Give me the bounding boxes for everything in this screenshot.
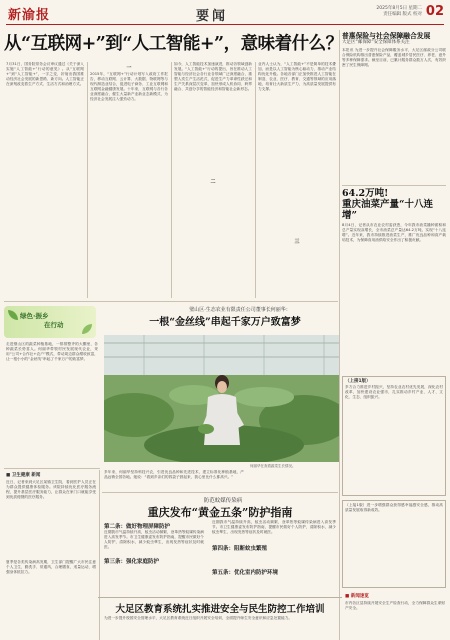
leaf-icon — [82, 324, 92, 334]
leaf-icon — [8, 310, 18, 320]
dateline — [376, 6, 422, 18]
right-box-1-label: （上接1版） — [345, 379, 371, 384]
right-box-2 — [342, 500, 446, 588]
photo-caption: 何丽华在查看蔬菜生长情况。 — [250, 464, 296, 468]
article-column-1: 7月31日，国务院常务会议审议通过《关于深入实施“人工智能+”行动的意见》。从“互联网+”到“人工智能+”，一字之变，折射出我国推动经济社会发展的新思路、新方向。人工智能正在深刻改变着生产方式、生活方式和治理方式。 — [6, 62, 84, 86]
guide-body-right: 近期我市气温持续升高，蚊虫活动频繁，登革热等蚊媒传染病进入高发季节。市卫生健康委发布防护指南，提醒市民做好个人防护，清除积水，减少蚊虫孳生，出现发热等症状及时就医。 — [212, 520, 336, 534]
banner-line-2: 在行动 — [44, 321, 64, 329]
article-column-3: 如今，人工智能技术加速演进，推动各领域创新发展。“人工智能+”行动的提出，旨在推动人工智能与经济社会各行业各领域广泛深度融合，重塑人类生产生活范式，促进生产力革命性跃迁和生产关系深层次变革，加快形成人机协同、跨界融合、共创分享的智能经济和智能社会新形态。 — [174, 62, 252, 91]
right-story-2-title-2[interactable]: 重庆油菜产量“十八连增” — [342, 199, 433, 221]
divider — [342, 185, 446, 186]
right-story-2-title-1[interactable]: 64.2万吨! — [342, 188, 389, 199]
news-briefs-body: 市内各区县持续开展安全生产检查行动，全力保障群众生命财产安全。 — [345, 601, 445, 610]
right-story-2-body: 8月4日，记者从市农业农村委获悉，今年我市油菜播种面积和总产量实现双增长，全市油菜总产量达64.2万吨，实现“十八连增”。近年来，我市持续推进油菜生产，推广优良品种和高产栽培技术，为保障食用油供给安全作出了积极贡献。 — [342, 223, 446, 242]
column-divider — [339, 30, 340, 640]
guide-step-2: 第二条：做好物理屏障防护 — [104, 524, 171, 530]
page-number: 02 — [425, 4, 444, 19]
greenhouse-photo-illustration — [104, 335, 339, 462]
right-story-2 — [342, 188, 446, 391]
date-line-1: 2025年8月5日 星期二 — [376, 6, 422, 11]
feature-left-column: 走进璧山区的蔬菜种植基地，一排排整齐的大棚里，各种蔬菜长势喜人。何丽华带领村民发展现代农业，采用“公司+合作社+农户”模式，带动周边群众增收致富，让一根小小的“金丝线”串起了千家万户的致富梦。 — [6, 342, 98, 361]
column-divider — [87, 62, 88, 298]
masthead — [6, 3, 444, 25]
divider — [102, 492, 338, 493]
section-marker: 一 — [126, 65, 132, 71]
left-lower-text-2: 夏季是各类传染病高发期，卫生部门提醒广大市民注意个人卫生，勤洗手、常通风，合理膳食，适量运动，增强身体抵抗力。 — [6, 560, 96, 574]
newspaper-logo: 新渝报 — [8, 8, 51, 23]
section-marker: 三 — [294, 239, 300, 245]
banner-line-1: 绿色·振乡 — [20, 312, 49, 320]
feature-right-column: 多年来，何丽华坚持科技兴农，引进优良品种和先进技术，建立标准化种植基地，产品远销全国各地。她说：“看到乡亲们的钱袋子鼓起来，我心里比什么都高兴。” — [104, 470, 244, 479]
guide-step-5: 第五条：优化室内防护环境 — [212, 570, 279, 576]
bottom-headline[interactable]: 大足区教育系统扎实推进安全与民生防控工作培训 — [115, 604, 325, 615]
right-story-1-subtitle: 大足区“邮保障”安全保障体系关注 — [342, 40, 410, 45]
feature-photo — [104, 335, 339, 462]
guide-step-3: 第三条：强化家庭防护 — [104, 559, 160, 565]
section-marker: 二 — [210, 179, 216, 185]
right-box-1 — [342, 376, 446, 496]
guide-headline[interactable]: 重庆发布“黄金五条”防护指南 — [147, 506, 293, 519]
article-column-4: 业内人士认为，“人工智能+”不是简单的技术叠加，而是以人工智能为核心驱动力，推动产业结构优化升级。各地各部门正加快推进人工智能在制造、农业、医疗、教育、交通等领域的应用落地，培育壮大新质生产力，为高质量发展提供有力支撑。 — [258, 62, 336, 91]
column-divider — [255, 62, 256, 298]
right-box-2-body: （上接1版）进一步增强群众获得感幸福感安全感，推动高质量发展取得新成效。 — [345, 503, 443, 512]
right-story-1-title[interactable]: 普惠保险与社会保障融合发展 — [342, 32, 431, 40]
section-title: 要闻 — [196, 9, 229, 24]
guide-body-left: 近期我市气温持续升高，蚊虫活动频繁，登革热等蚊媒传染病进入高发季节。市卫生健康委发布防护指南，提醒市民做好个人防护，清除积水，减少蚊虫孳生，出现发热等症状及时就医。 — [104, 530, 204, 549]
left-lower-heading: ■ 卫生健康 新闻 — [6, 473, 41, 478]
right-story-1 — [342, 32, 446, 180]
feature-headline[interactable]: 一根“金丝线”串起千家万户致富梦 — [149, 317, 301, 328]
guide-step-4: 第四条：阻断蚊虫繁殖 — [212, 546, 268, 552]
divider — [4, 301, 338, 302]
bottom-body: 为进一步提升校园安全管理水平，大足区教育系统近日组织开展安全培训，全面提升师生安全意识和应急处置能力。 — [104, 616, 293, 620]
divider — [4, 468, 100, 469]
right-box-1-body: 多方合力推进乡村振兴，坚持农业农村优先发展，深化农村改革，加快建设农业强市，扎实推动乡村产业、人才、文化、生态、组织振兴。 — [345, 385, 443, 399]
right-story-1-body: 本报讯 为进一步提升社会保障服务水平，大足区邮政分公司联合保险机构推出普惠保险产品，覆盖城乡居民医疗、养老、意外等多种保障需求。截至目前，已累计服务群众数万人次，有效织密了民生保障网。 — [342, 48, 446, 67]
guide-kicker: 防范蚊媒传染病 — [203, 498, 243, 504]
feature-kicker: 璧山区·生态农业有限责任公司董事长何丽华： — [189, 307, 291, 313]
column-divider — [171, 62, 172, 298]
left-lower-text-1: 近日，记者来到大足区某镇卫生院，看到医护人员正在为群众提供健康体检服务。该院持续优化医疗服务流程，提升基层医疗服务能力，让群众在家门口就能享受到优质便捷的医疗服务。 — [6, 480, 96, 499]
main-headline[interactable]: 从“互联网+”到“人工智能+”，意味着什么？ — [4, 34, 343, 54]
rural-revitalization-banner — [4, 306, 96, 338]
news-briefs-heading: ■ 新闻速览 — [345, 594, 369, 599]
date-line-2: 责任编辑 版式 校对 — [383, 12, 422, 17]
article-column-2: 2015年，“互联网+”行动计划写入政府工作报告，移动互联网、云计算、大数据、物联网等与现代制造业结合，促进电子商务、工业互联网和互联网金融健康发展。十年来，互联网与各行各业深度融合，催生大量新产业新业态新模式，为经济社会发展注入强劲动力。 — [90, 72, 168, 101]
